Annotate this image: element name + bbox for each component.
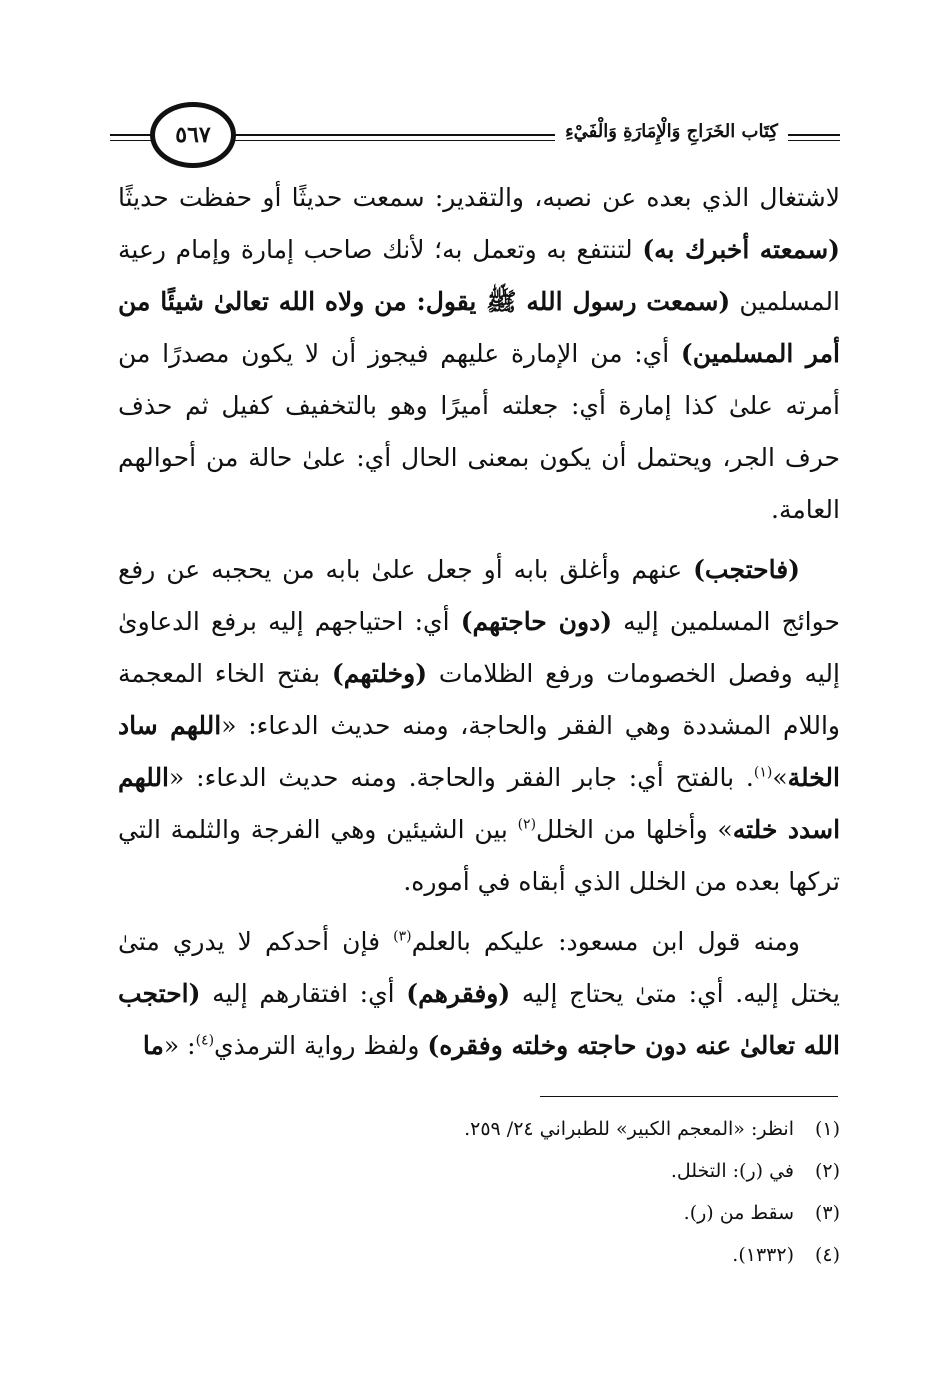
footnote-number: (٤)	[814, 1244, 840, 1266]
quoted-hadith-text: (فاحتجب)	[693, 555, 800, 584]
text-run: أي: من الإمارة عليهم فيجوز أن لا يكون مصدرًا من أمرته علىٰ كذا إمارة أي: جعلته أميرًا وهو بالتخفيف كفيل ثم حذف حرف الجر، ويحتمل أن يكون بمعنى الحال أي: علىٰ حالة من أحوالهم العامة.	[118, 339, 840, 524]
footnote-separator	[540, 1096, 838, 1097]
text-run: ولفظ رواية الترمذي	[214, 1031, 428, 1060]
text-run: أي: افتقارهم إليه	[200, 979, 407, 1008]
text-run: أي: احتياجهم إليه برفع الدعاوىٰ إليه وفصل الخصومات ورفع الظلامات	[118, 607, 840, 688]
footnote-item	[118, 1108, 840, 1150]
footnote-ref[interactable]: (٣)	[393, 928, 412, 945]
footnote-item	[118, 1150, 840, 1192]
main-text	[118, 172, 840, 1080]
footnote-number: (١)	[814, 1118, 840, 1140]
footnote-text: سقط من (ر).	[683, 1202, 794, 1224]
footnote-item	[118, 1192, 840, 1234]
text-run: ومنه قول ابن مسعود: عليكم بالعلم	[411, 927, 800, 956]
footnote-ref[interactable]: (٢)	[517, 816, 537, 833]
text-run: » وأخلها من الخلل	[536, 815, 733, 844]
paragraph-2	[118, 544, 840, 908]
quoted-hadith-text: (احتجب الله تعالىٰ عنه دون حاجته وخلته وفقره)	[118, 979, 840, 1060]
footnote-text: انظر: «المعجم الكبير» للطبراني ٢٤/ ٢٥٩.	[464, 1118, 794, 1140]
footnote-number: (٣)	[814, 1202, 840, 1224]
footnote-item	[118, 1234, 840, 1276]
text-run: بفتح الخاء المعجمة واللام المشددة وهي الفقر والحاجة، ومنه حديث الدعاء: «	[118, 659, 840, 740]
paragraph-3	[118, 916, 840, 1072]
text-run: عنهم وأغلق بابه أو جعل علىٰ بابه من يحجبه عن رفع حوائج المسلمين إليه	[118, 555, 840, 636]
footnote-ref[interactable]: (٤)	[195, 1032, 215, 1049]
text-run: فإن أحدكم لا يدري متىٰ يختل إليه. أي: متىٰ يحتاج إليه	[118, 927, 840, 1008]
quoted-hadith-text: (دون حاجتهم)	[460, 607, 613, 636]
footnote-text: في (ر): التخلل.	[670, 1160, 794, 1182]
text-run: . بالفتح أي: جابر الفقر والحاجة. ومنه حديث الدعاء: «	[169, 763, 754, 792]
quoted-hadith-text: اللهم اسدد خلته	[118, 763, 841, 844]
text-run: لتنتفع به وتعمل به؛ لأنك صاحب إمارة وإمام رعية المسلمين	[118, 235, 840, 316]
text-run: »	[772, 763, 788, 792]
running-title: كِتَاب الخَرَاجِ وَالْإِمَارَةِ وَالْفَيْءِ	[555, 118, 788, 146]
quoted-hadith-text: (سمعته أخبرك به)	[642, 235, 840, 264]
paragraph-1	[118, 172, 840, 536]
page-header	[110, 98, 840, 168]
footnote-text: (١٣٣٢).	[732, 1244, 794, 1266]
quoted-hadith-text: ما	[142, 1031, 164, 1060]
text-run: لاشتغال الذي بعده عن نصبه، والتقدير: سمعت حديثًا أو حفظت حديثًا	[118, 183, 840, 212]
footnote-ref[interactable]: (١)	[753, 764, 773, 781]
page-number: ٥٦٧	[150, 102, 236, 168]
quoted-hadith-text: (وفقرهم)	[406, 979, 511, 1008]
quoted-hadith-text: (وخلتهم)	[331, 659, 428, 688]
quoted-hadith-text: اللهم ساد الخلة	[118, 711, 840, 792]
footnote-number: (٢)	[814, 1160, 840, 1182]
quoted-hadith-text: (سمعت رسول الله ﷺ يقول: من ولاه الله تعالىٰ شيئًا من أمر المسلمين)	[118, 287, 840, 368]
text-run: : «	[163, 1031, 196, 1060]
text-run: بين الشيئين وهي الفرجة والثلمة التي تركها بعده من الخلل الذي أبقاه في أموره.	[118, 815, 840, 896]
footnotes	[118, 1108, 840, 1276]
